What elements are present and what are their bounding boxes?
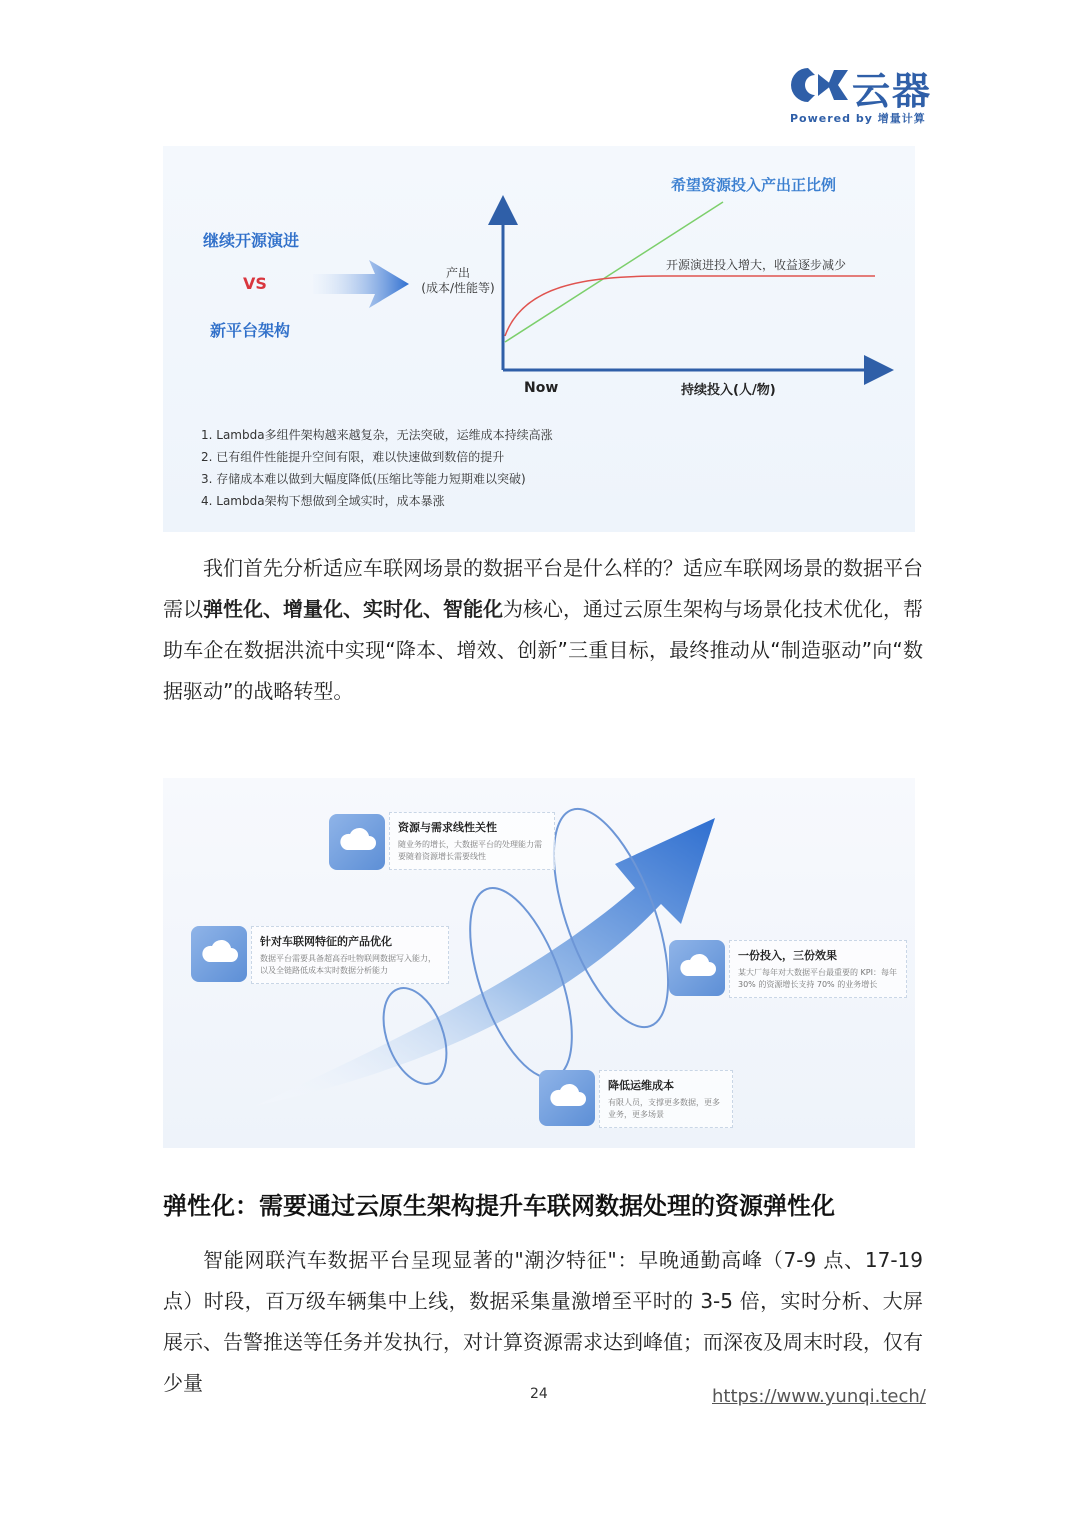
notes-list: [201, 424, 553, 512]
page-number: 24: [530, 1386, 548, 1402]
logo-tagline: Powered by 增量计算: [790, 112, 926, 125]
x-origin-label: Now: [524, 380, 559, 396]
goal-card-product-optimization: [251, 926, 449, 984]
figure-open-source-vs-new-platform: [163, 146, 915, 532]
option-continue-open-source: 继续开源演进: [203, 231, 300, 250]
note-item: 4. Lambda架构下想做到全域实时，成本暴涨: [201, 494, 445, 508]
vs-label: VS: [243, 274, 267, 293]
goal-card-desc: 有限人员，支撑更多数据，更多业务，更多场景: [608, 1098, 720, 1119]
cloud-icon: [539, 1070, 595, 1126]
goal-card-lower-ops-cost: [599, 1070, 733, 1128]
intro-bold-keywords: 弹性化、增量化、实时化、智能化: [203, 597, 503, 621]
goal-card-desc: 随业务的增长，大数据平台的处理能力需要随着资源增长需要线性: [398, 840, 542, 861]
figure-platform-goals: [163, 778, 915, 1148]
y-axis-label-line1: 产出: [445, 266, 470, 280]
goal-card-desc: 数据平台需要具备超高吞吐物联网数据写入能力，以及全链路低成本实时数据分析能力: [260, 954, 436, 975]
intro-text-part2: 为核心，通过云原生架构与场景化技术优化，帮助车企在数据洪流中实现“降本、增效、创新”三重目标，最终推动从“制造驱动”向“数据驱动”的战略转型。: [163, 597, 923, 703]
goal-card-desc: 某大厂每年对大数据平台最重要的 KPI：每年 30% 的资源增长支持 70% 的业务增长: [738, 968, 897, 989]
cloud-icon: [329, 814, 385, 870]
y-axis-label-line2: (成本/性能等): [421, 281, 495, 295]
elasticity-text: 智能网联汽车数据平台呈现显著的"潮汐特征"：早晚通勤高峰（7-9 点、17-19 点）时段，百万级车辆集中上线，数据采集量激增至平时的 3-5 倍，实时分析、大屏展示、告警推送等任务并发执行，对计算资源需求达到峰值；而深夜及周末时段，仅有少量: [163, 1248, 923, 1395]
cloud-icon: [191, 926, 247, 982]
section-heading: 弹性化：需要通过云原生架构提升车联网数据处理的资源弹性化: [163, 1192, 835, 1220]
red-line-label: 开源演进投入增大，收益逐步减少: [666, 258, 847, 272]
goal-card-title: 针对车联网特征的产品优化: [260, 935, 392, 948]
cloud-icon: [669, 940, 725, 996]
x-axis-label: 持续投入(人/物): [681, 383, 776, 398]
green-line-label: 希望资源投入产出正比例: [671, 176, 837, 194]
yunqi-logo-icon: [788, 64, 850, 106]
elasticity-paragraph: [163, 1240, 923, 1404]
intro-text-part1: 我们首先分析适应车联网场景的数据平台是什么样的？适应车联网场景的数据平台需以: [163, 556, 923, 621]
goal-card-title: 资源与需求线性关性: [398, 821, 497, 834]
logo-name: 云器: [852, 69, 933, 113]
note-item: 2. 已有组件性能提升空间有限，难以快速做到数倍的提升: [201, 450, 505, 464]
option-new-platform: 新平台架构: [210, 321, 291, 340]
goal-card-linear-resource: [389, 812, 555, 870]
website-link[interactable]: https://www.yunqi.tech/: [712, 1386, 926, 1407]
note-item: 3. 存储成本难以做到大幅度降低(压缩比等能力短期难以突破): [201, 472, 526, 486]
goal-card-title: 一份投入，三份效果: [738, 949, 837, 962]
goal-card-title: 降低运维成本: [608, 1079, 674, 1092]
intro-paragraph: [163, 548, 923, 712]
goal-card-triple-effect: [729, 940, 907, 998]
note-item: 1. Lambda多组件架构越来越复杂，无法突破，运维成本持续高涨: [201, 428, 553, 442]
